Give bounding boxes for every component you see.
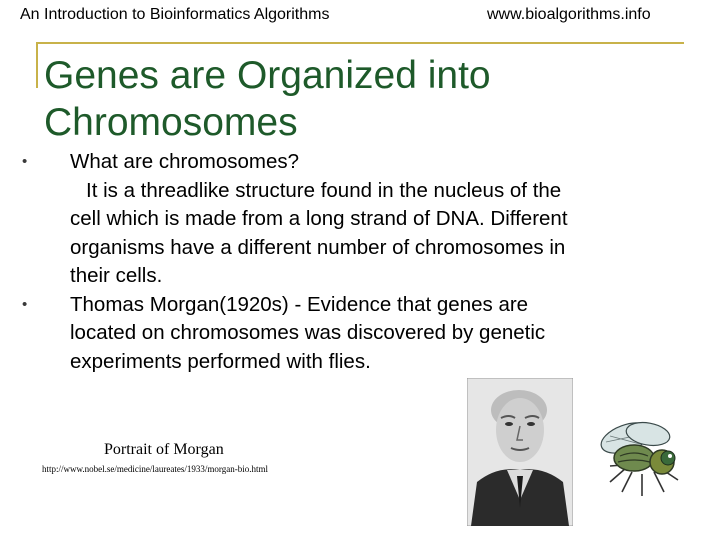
source-url: http://www.nobel.se/medicine/laureates/1933/morgan-bio.html xyxy=(42,464,268,474)
bullet-text-line: located on chromosomes was discovered by genetic xyxy=(70,321,546,344)
fruit-fly-icon xyxy=(596,416,696,500)
slide-title xyxy=(44,52,491,146)
bullet-text-line: It is a threadlike structure found in the nucleus of the xyxy=(86,178,562,202)
slide-title-line-1: Genes are Organized into xyxy=(44,54,491,97)
title-rule-vertical xyxy=(36,42,38,88)
bullet-item-morgan xyxy=(20,291,700,320)
portrait-caption: Portrait of Morgan xyxy=(104,441,224,458)
morgan-portrait-image xyxy=(467,378,573,526)
bullet-text-line: organisms have a different number of chromosomes in xyxy=(70,235,566,259)
bullet-text: What are chromosomes? xyxy=(70,150,300,173)
slide-title-line-2: Chromosomes xyxy=(44,101,298,144)
bullet-text-line: cell which is made from a long strand of DNA. Different xyxy=(70,207,568,230)
bullet-text-line: experiments performed with flies. xyxy=(70,349,371,373)
bullet-icon: • xyxy=(22,153,28,170)
title-rule-horizontal xyxy=(36,42,684,44)
bullet-icon: • xyxy=(22,295,28,313)
bullet-text-line: their cells. xyxy=(70,264,163,287)
bullet-item-chromosomes xyxy=(20,148,700,177)
header-course-title: An Introduction to Bioinformatics Algorithms xyxy=(20,6,330,23)
bullet-text: Thomas Morgan(1920s) - Evidence that genes are xyxy=(70,292,529,316)
header-website: www.bioalgorithms.info xyxy=(487,6,651,23)
slide-body xyxy=(20,148,700,376)
